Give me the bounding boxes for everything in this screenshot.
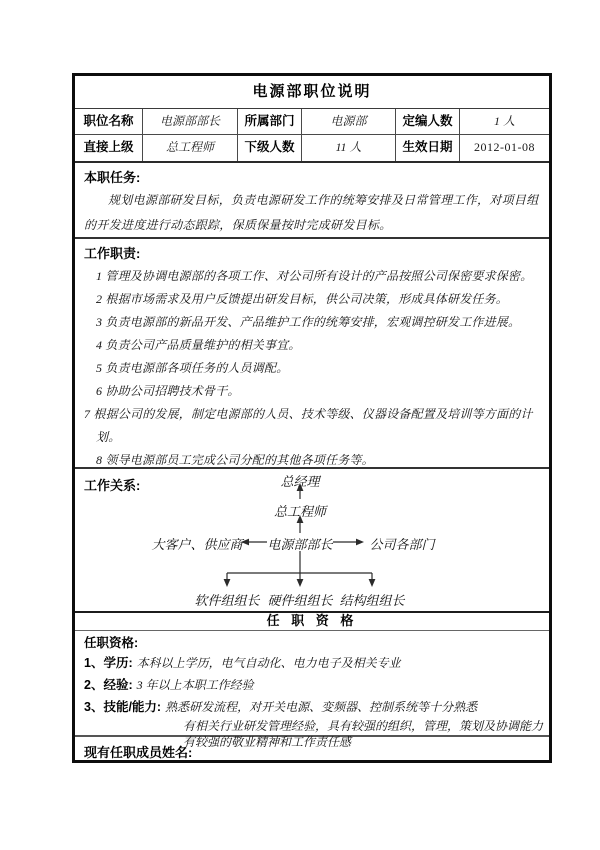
org-node-company-departments: 公司各部门 xyxy=(369,537,435,552)
qualification-label: 3、技能/能力: xyxy=(84,700,162,714)
info-value-position-name: 电源部部长 xyxy=(143,109,238,135)
info-label-position-name: 职位名称 xyxy=(75,109,143,135)
main-task-heading: 本职任务: xyxy=(84,170,141,185)
responsibilities-heading: 工作职责: xyxy=(84,246,141,261)
qualifications-banner: 任 职 资 格 xyxy=(75,611,549,631)
org-node-structure-group-leader: 结构组组长 xyxy=(339,593,405,608)
duty-item: 5 负责电源部各项任务的人员调配。 xyxy=(96,361,289,375)
duty-item: 1 管理及协调电源部的各项工作、对公司所有设计的产品按照公司保密要求保密。 xyxy=(96,269,533,283)
info-value-effective-date: 2012-01-08 xyxy=(474,140,535,154)
current-members-heading: 现有任职成员姓名: xyxy=(84,745,193,760)
duty-item: 3 负责电源部的新品开发、产品维护工作的统筹安排，宏观调控研发工作进展。 xyxy=(96,315,521,329)
qualification-text: 本科以上学历，电气自动化、电力电子及相关专业 xyxy=(136,656,401,670)
qualification-extra-line: 有较强的敬业精神和工作责任感 xyxy=(183,735,352,749)
duty-item: 2 根据市场需求及用户反馈提出研发目标，供公司决策，形成具体研发任务。 xyxy=(96,292,509,306)
qualification-label: 2、经验: xyxy=(84,678,133,692)
info-label-subordinates: 下级人数 xyxy=(238,135,302,161)
info-label-department: 所属部门 xyxy=(238,109,302,135)
arrow-down-icon xyxy=(369,579,376,587)
section-current-members xyxy=(75,737,549,761)
duty-item: 4 负责公司产品质量维护的相关事宜。 xyxy=(96,338,301,352)
org-node-general-manager: 总经理 xyxy=(280,474,320,489)
info-value-superior: 总工程师 xyxy=(143,135,238,161)
info-label-superior: 直接上级 xyxy=(75,135,143,161)
info-value-headcount: 1 人 xyxy=(460,109,549,135)
org-node-software-group-leader: 软件组组长 xyxy=(194,593,260,608)
section-work-relations xyxy=(75,469,549,611)
section-responsibilities xyxy=(75,239,549,469)
qualification-text: 3 年以上本职工作经验 xyxy=(136,678,254,692)
qualification-text: 熟悉研发流程，对开关电源、变频器、控制系统等十分熟悉 xyxy=(165,700,478,714)
org-node-hardware-group-leader: 硬件组组长 xyxy=(267,593,333,608)
org-node-customers-suppliers: 大客户、供应商 xyxy=(151,537,243,552)
arrow-right-icon xyxy=(356,539,364,546)
section-main-task xyxy=(75,163,549,239)
duty-item: 7 根据公司的发展，制定电源部的人员、技术等级、仪器设备配置及培训等方面的计划。 xyxy=(84,407,533,444)
arrow-down-icon xyxy=(224,579,231,587)
arrow-down-icon xyxy=(297,579,304,587)
info-label-effective-date: 生效日期 xyxy=(396,135,460,161)
work-relations-heading: 工作关系: xyxy=(84,478,141,493)
info-table xyxy=(75,109,549,163)
qualification-extra-line: 有相关行业研发管理经验，具有较强的组织，管理，策划及协调能力 xyxy=(183,719,544,733)
qualification-label: 1、学历: xyxy=(84,656,133,670)
info-value-department: 电源部 xyxy=(302,109,396,135)
section-qualifications xyxy=(75,631,549,749)
main-task-text: 规划电源部研发目标，负责电源研发工作的统筹安排及日常管理工作，对项目组的开发进度进行动态跟踪，保质保量按时完成研发目标。 xyxy=(84,193,539,232)
position-description-table xyxy=(72,73,552,763)
info-label-headcount: 定编人数 xyxy=(396,109,460,135)
org-node-power-dept-head: 电源部部长 xyxy=(267,537,333,552)
qualification-item xyxy=(84,696,540,718)
duty-item: 6 协助公司招聘技术骨干。 xyxy=(96,384,240,398)
org-node-chief-engineer: 总工程师 xyxy=(273,504,327,519)
qualifications-heading: 任职资格: xyxy=(84,636,139,650)
doc-title: 电源部职位说明 xyxy=(75,76,549,109)
qualification-item xyxy=(84,674,540,696)
info-value-subordinates: 11 人 xyxy=(302,135,396,161)
qualification-item xyxy=(84,652,540,674)
duty-item: 8 领导电源部员工完成公司分配的其他各项任务等。 xyxy=(96,453,374,467)
